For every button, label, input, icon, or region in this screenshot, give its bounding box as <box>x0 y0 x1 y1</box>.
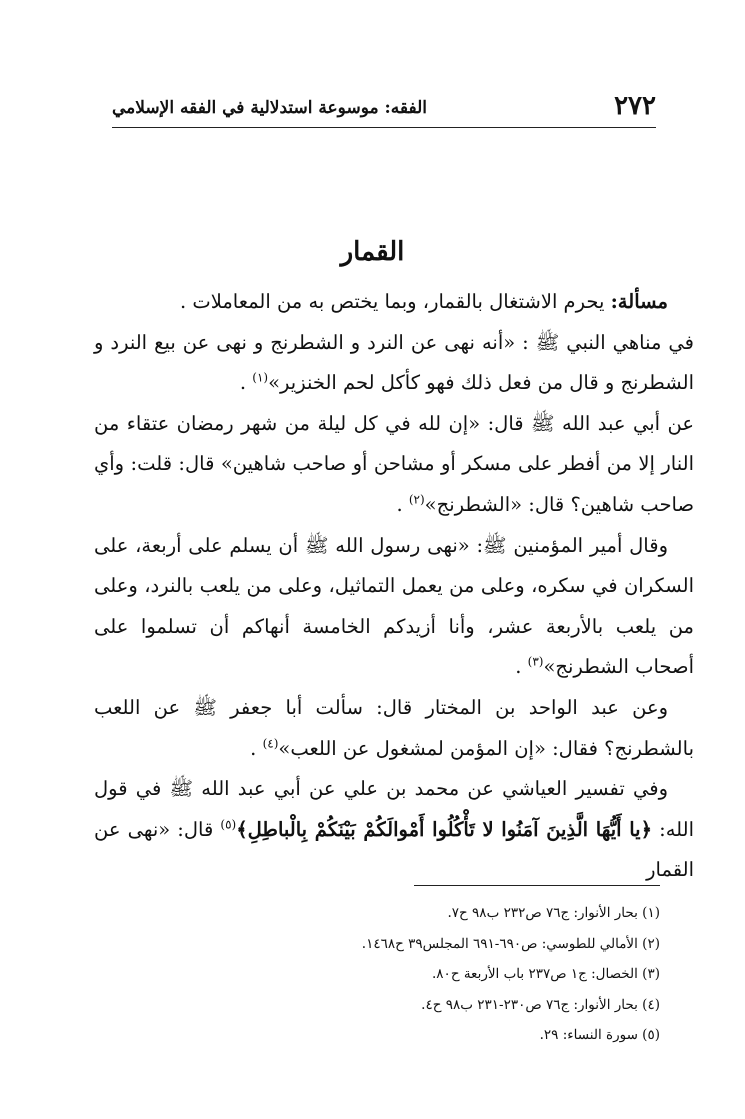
footnote-1: (١) بحار الأنوار: ج٧٦ ص٢٣٢ ب٩٨ ح٧. <box>447 905 660 921</box>
paragraph-6-text-a: وفي تفسير العياشي عن محمد بن علي عن أبي عبد الله ﷺ في قول الله: <box>94 777 694 841</box>
paragraph-4: وقال أمير المؤمنين ﷺ: «نهى رسول الله ﷺ أن يسلم على أربعة، على السكران في سكره، وعلى من يعمل التماثيل، وعلى من يلعب بالنرد، وعلى من يلعب بالأربعة عشر، وأنا أزيدكم الخامسة أنهاكم أن تسلموا على أصحاب الشطرنج»$^{(٣)}$ . <box>94 533 694 679</box>
paragraph-1-text: يحرم الاشتغال بالقمار، وبما يختص به من المعاملات . <box>179 290 611 313</box>
footnote-ref-1: (١) <box>252 370 269 385</box>
paragraph-2: في مناهي النبي ﷺ : «أنه نهى عن النرد و الشطرنج و نهى عن بيع النرد و الشطرنج و قال من فعل ذلك فهو كأكل لحم الخنزير»$^{(١)}$ . <box>94 330 694 395</box>
footnote-5: (٥) سورة النساء: ٢٩. <box>539 1027 660 1043</box>
body-text <box>94 282 694 891</box>
paragraph-6-text-b: قال: «نهى عن القمار <box>94 817 694 882</box>
footnote-2: (٢) الأمالي للطوسي: ص٦٩٠-٦٩١ المجلس٣٩ ح١٤٦٨. <box>361 935 660 952</box>
paragraph-1 <box>94 282 694 323</box>
footnote-ref-3: (٣) <box>527 654 544 669</box>
footnote-ref-4: (٤) <box>262 736 279 751</box>
issue-label: مسألة: <box>610 290 668 313</box>
paragraph-6 <box>94 769 694 891</box>
header-rule <box>112 127 656 128</box>
footnote-ref-5: (٥) <box>220 817 237 832</box>
paragraph-5: وعن عبد الواحد بن المختار قال: سألت أبا جعفر ﷺ عن اللعب بالشطرنج؟ فقال: «إن المؤمن لمشغول عن اللعب»$^{(٤)}$ . <box>94 695 694 760</box>
paragraph-5-text: وعن عبد الواحد بن المختار قال: سألت أبا جعفر ﷺ عن اللعب بالشطرنج؟ فقال: «إن المؤمن لمشغول عن اللعب» <box>94 695 694 760</box>
footnotes <box>200 898 660 1051</box>
footnote-4: (٤) بحار الأنوار: ج٧٦ ص٢٣٠-٢٣١ ب٩٨ ح٤. <box>421 996 660 1013</box>
page-header <box>112 88 656 128</box>
paragraph-4-text: وقال أمير المؤمنين ﷺ: «نهى رسول الله ﷺ أن يسلم على أربعة، على السكران في سكره، وعلى من يعمل التماثيل، وعلى من يلعب بالنرد، وعلى من يلعب بالأربعة عشر، وأنا أزيدكم الخامسة أنهاكم أن تسلموا على أصحاب الشطرنج» <box>94 533 694 679</box>
footnote-rule <box>414 885 660 886</box>
quran-verse: ﴿يا أَيُّهَا الَّذِينَ آمَنُوا لا تَأْكُلُوا أَمْوالَكُمْ بَيْنَكُمْ بِالْباطِلِ﴾ <box>236 817 653 841</box>
paragraph-3-text: عن أبي عبد الله ﷺ قال: «إن لله في كل ليلة من شهر رمضان عتقاء من النار إلا من أفطر على مسكر أو مشاحن أو صاحب شاهين» قال: قلت: وأي صاحب شاهين؟ قال: «الشطرنج» <box>94 411 694 516</box>
footnote-ref-2: (٢) <box>408 492 425 507</box>
paragraph-3: عن أبي عبد الله ﷺ قال: «إن لله في كل ليلة من شهر رمضان عتقاء من النار إلا من أفطر على مسكر أو مشاحن أو صاحب شاهين» قال: قلت: وأي صاحب شاهين؟ قال: «الشطرنج»$^{(٢)}$ . <box>94 411 694 516</box>
running-title: الفقه: موسوعة استدلالية في الفقه الإسلامي <box>112 98 427 118</box>
footnote-3: (٣) الخصال: ج١ ص٢٣٧ باب الأربعة ح٨٠. <box>432 966 660 982</box>
chapter-title: القمار <box>340 237 405 267</box>
paragraph-2-text: في مناهي النبي ﷺ : «أنه نهى عن النرد و الشطرنج و نهى عن بيع النرد و الشطرنج و قال من فعل ذلك فهو كأكل لحم الخنزير» <box>94 330 694 395</box>
page-number: ٢٧٢ <box>614 91 656 121</box>
